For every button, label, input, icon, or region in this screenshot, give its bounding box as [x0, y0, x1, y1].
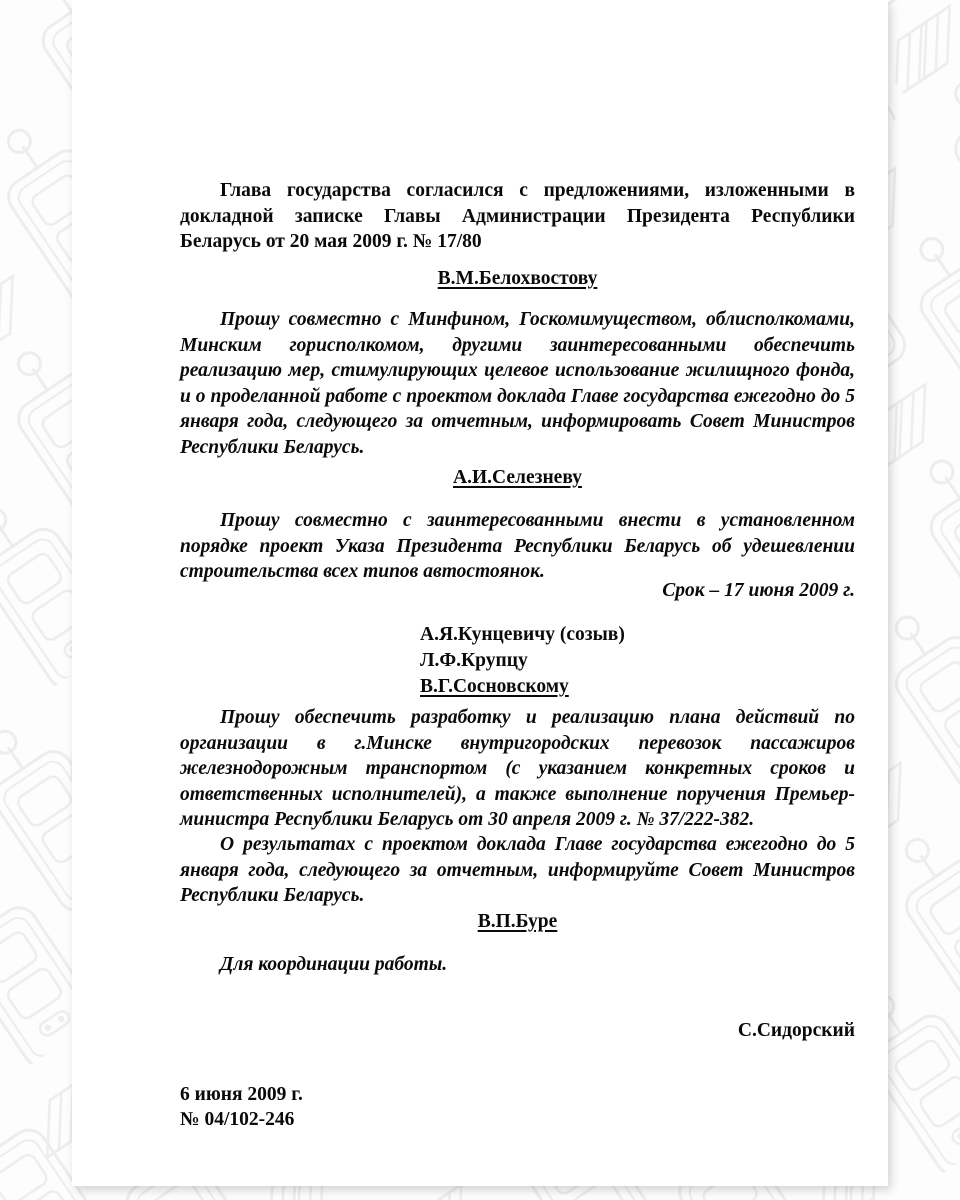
document-footer [180, 1082, 855, 1132]
addressee-name: В.П.Буре [477, 911, 558, 932]
addressee-name: А.Я.Кунцевичу (созыв) [420, 624, 625, 645]
footer-date: 6 июня 2009 г. [180, 1084, 303, 1105]
document-content [180, 0, 855, 1186]
deadline-line: Срок – 17 июня 2009 г. [662, 580, 855, 601]
section-body-bure: Для координации работы. [220, 954, 448, 975]
addressee-heading-belokhvostov [180, 266, 855, 292]
intro-paragraph: Глава государства согласился с предложениями, изложенными в докладной записке Главы Администрации Президента Республики Беларусь от 20 мая 2009 г. № 17/80 [180, 180, 855, 253]
section-body-transport-results: О результатах с проектом доклада Главе государства ежегодно до 5 января года, следующего за отчетным, информируйте Совет Министров Республики Беларусь. [180, 834, 855, 907]
section-body-seleznev: Прошу совместно с заинтересованными внести в установленном порядке проект Указа Президента Республики Беларусь об удешевлении строительства всех типов автостоянок. [180, 510, 855, 583]
document-page [72, 0, 888, 1186]
addressee-name: Л.Ф.Крупцу [420, 650, 528, 671]
addressee-heading-seleznev [180, 465, 855, 491]
addressee-list-item-sosnovsky [420, 674, 888, 700]
addressee-name: В.М.Белохвостову [437, 268, 598, 289]
addressee-name: А.И.Селезневу [453, 467, 582, 488]
footer-number: № 04/102-246 [180, 1109, 295, 1130]
addressee-list [180, 622, 888, 700]
signature-line: С.Сидорский [737, 1020, 855, 1041]
section-body-transport: Прошу обеспечить разработку и реализацию плана действий по организации в г.Минске внутригородских перевозок пассажиров железнодорожным транспортом (с указанием конкретных сроков и ответственных исполнителей), а также выполнение поручения Премьер-министра Республики Беларусь от 30 апреля 2009 г. № 37/222-382. [180, 707, 855, 831]
addressee-name: В.Г.Сосновскому [420, 676, 569, 697]
section-body-belokhvostov: Прошу совместно с Минфином, Госкомимуществом, облисполкомами, Минским горисполкомом, другими заинтересованными обеспечить реализацию мер, стимулирующих целевое использование жилищного фонда, и о проделанной работе с проектом доклада Главе государства ежегодно до 5 января года, следующего за отчетным, информировать Совет Министров Республики Беларусь. [180, 309, 855, 458]
addressee-list-item-kuntsevich [420, 622, 888, 648]
addressee-list-item-krupets [420, 648, 888, 674]
addressee-heading-bure [180, 909, 855, 935]
